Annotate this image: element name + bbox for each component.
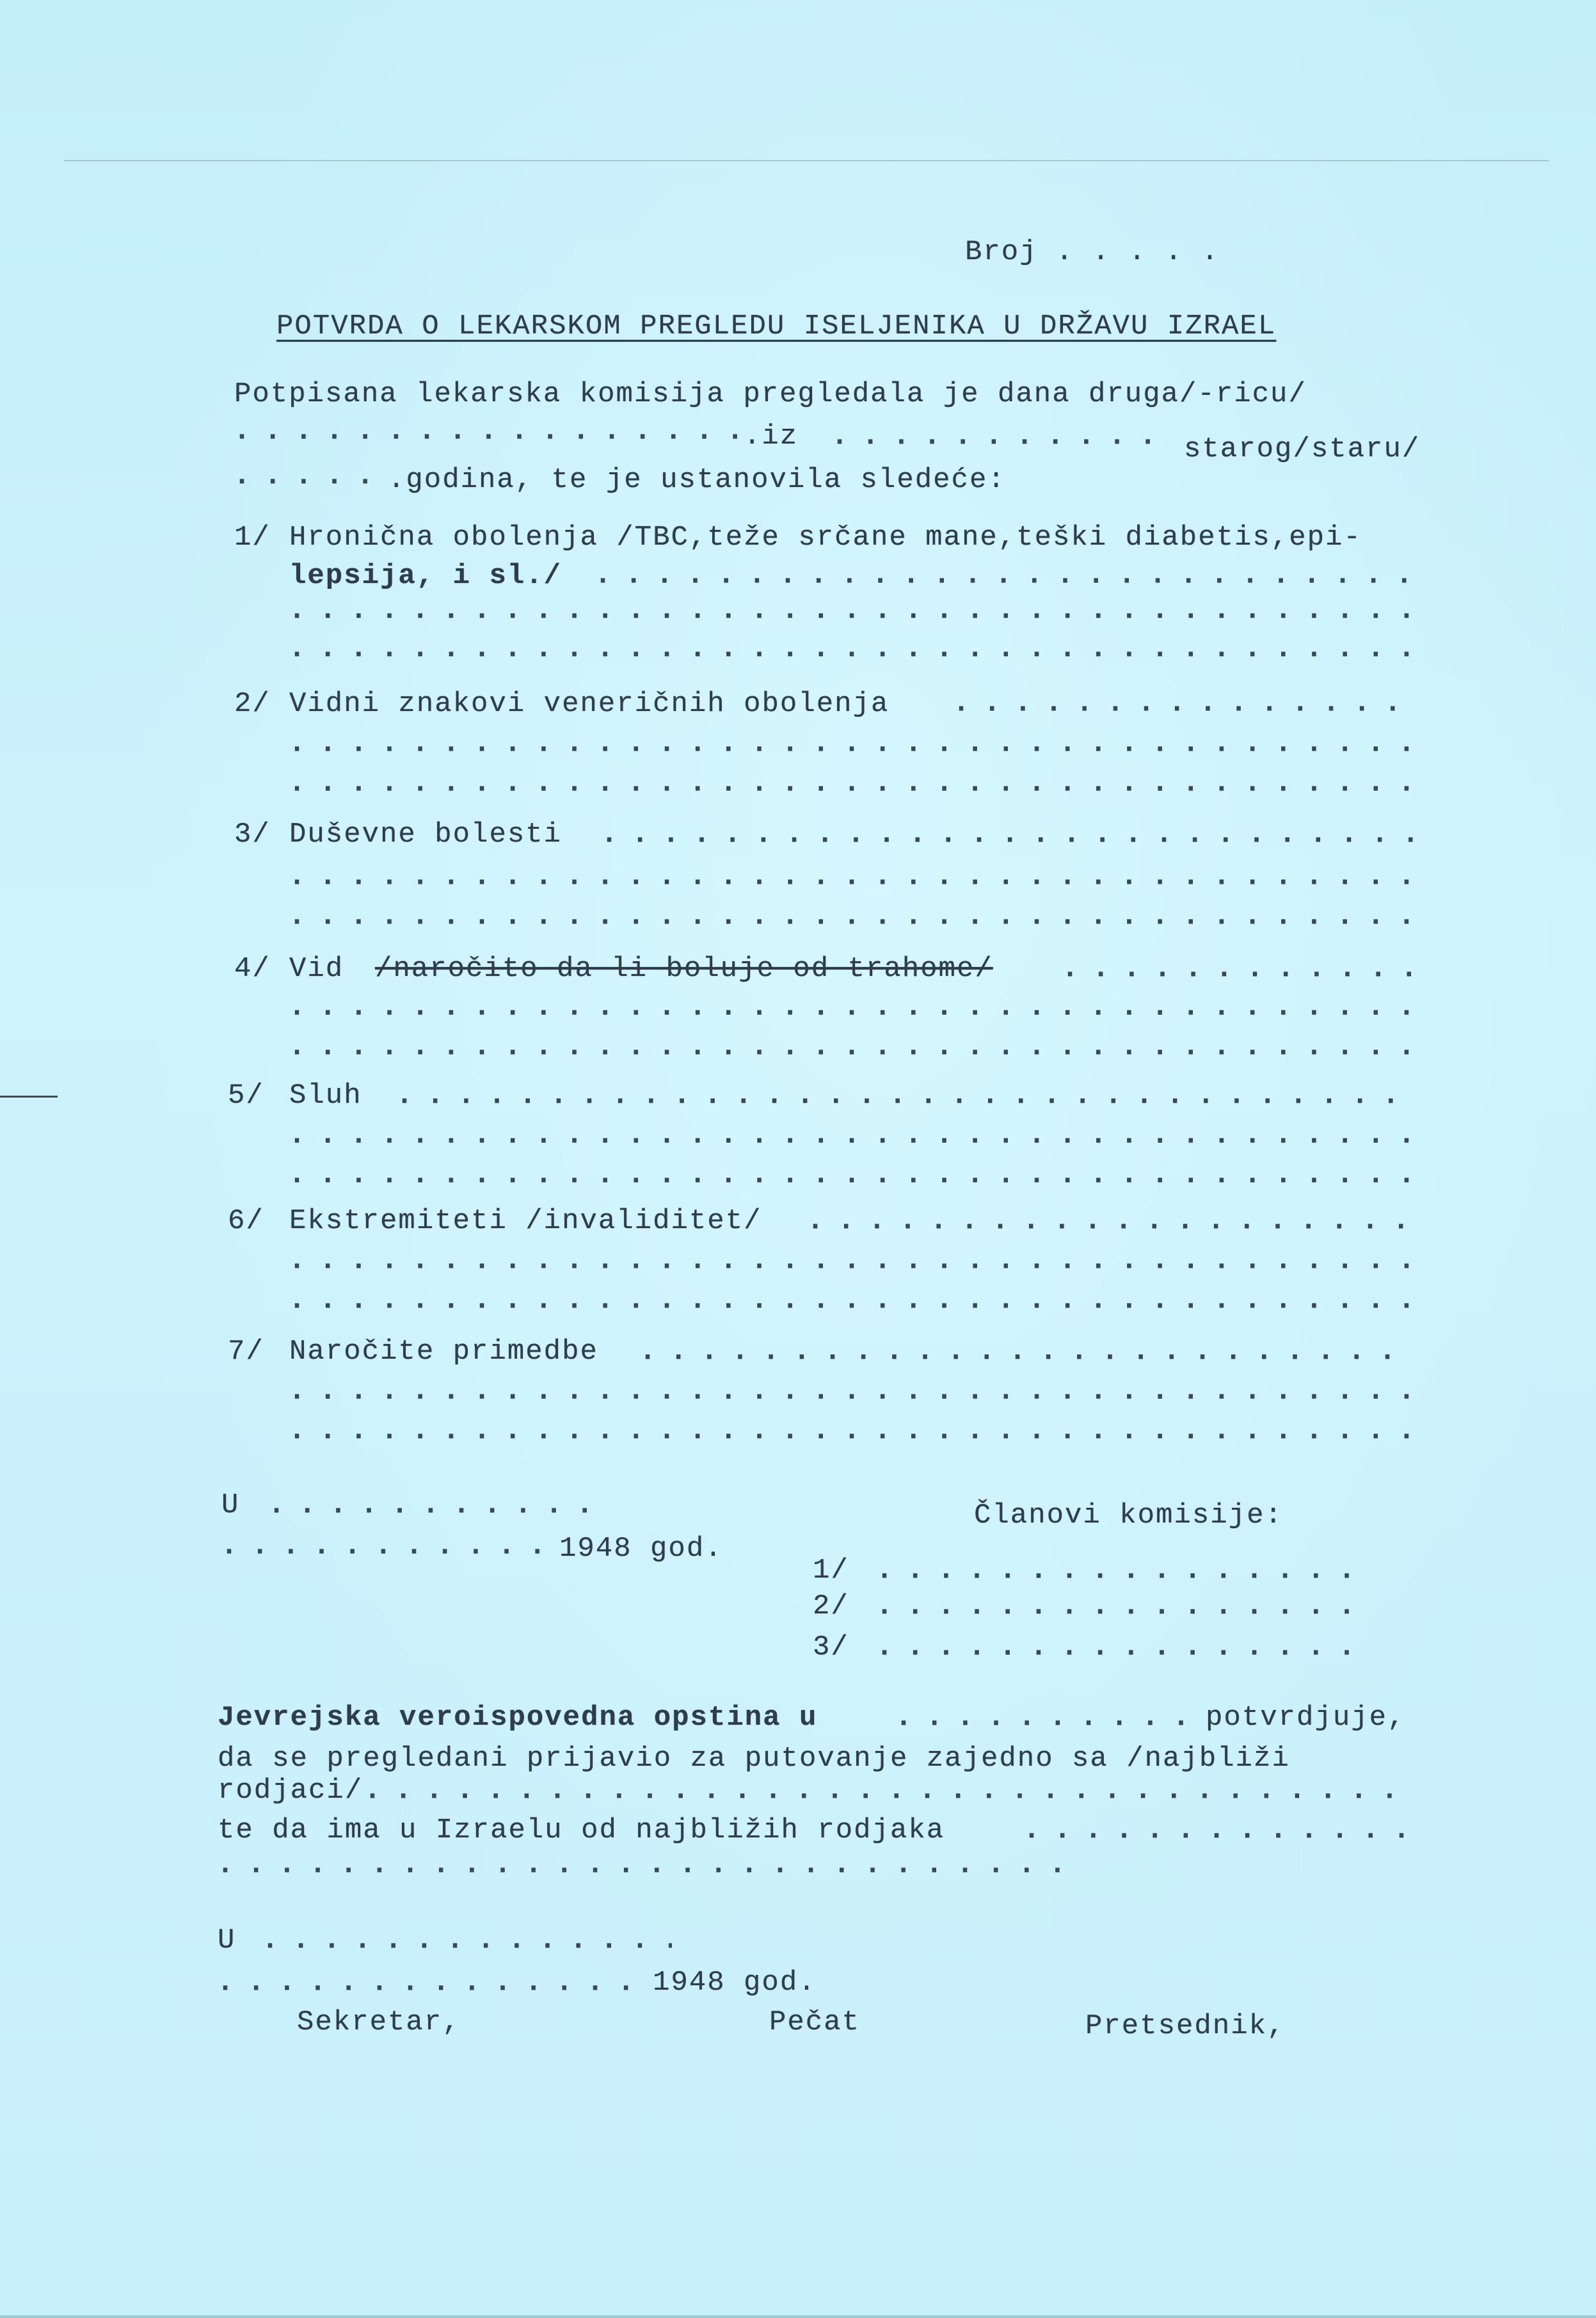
- dot-leader: [289, 1291, 1414, 1321]
- dot-leader: [289, 640, 1414, 669]
- intro-line-1: Potpisana lekarska komisija pregledala je dana druga/-ricu/: [234, 378, 1307, 410]
- community-line-1: Jevrejska veroispovedna opstina u: [218, 1702, 818, 1734]
- dot-leader: [595, 566, 1414, 596]
- item-5-text: Sluh: [289, 1080, 362, 1112]
- commission-member-3: 3/: [813, 1631, 849, 1663]
- commission-heading: Članovi komisije:: [974, 1499, 1283, 1531]
- dot-leader: [954, 694, 1414, 724]
- seal-label: Pečat: [769, 2006, 861, 2038]
- intro-line-3: .godina, te je ustanovila sledeće:: [388, 464, 1006, 496]
- dot-leader: [877, 1597, 1363, 1627]
- dot-leader: [289, 868, 1414, 897]
- item-2-text: Vidni znakovi veneričnih obolenja: [289, 688, 890, 720]
- dot-leader: [218, 1856, 1081, 1885]
- community-line-2: da se pregledani prijavio za putovanje zajedno sa /najbliži: [218, 1743, 1290, 1775]
- intro-line-2-end: starog/staru/: [1184, 433, 1421, 465]
- item-1-text: Hronična obolenja /TBC,teže srčane mane,teški diabetis,epi-: [289, 522, 1362, 554]
- dot-leader: [234, 467, 388, 497]
- dot-leader: [877, 1638, 1363, 1668]
- item-3-text: Duševne bolesti: [289, 819, 563, 851]
- dot-leader: [262, 1931, 672, 1961]
- item-6-text: Ekstremiteti /invaliditet/: [289, 1205, 762, 1237]
- item-4-number: 4/: [234, 953, 271, 985]
- item-4-struck-text: /naročito da li boluje od trahome/: [375, 953, 993, 985]
- document-number: Broj . . . . .: [965, 236, 1220, 268]
- community-line-1-end: potvrdjuje,: [1206, 1702, 1406, 1734]
- dot-leader: [269, 1496, 589, 1526]
- place-label-2: U: [218, 1924, 236, 1956]
- community-line-4: te da ima u Izraelu od najbližih rodjaka: [218, 1814, 945, 1846]
- item-4-text: Vid: [289, 953, 344, 985]
- intro-line-2-iz: .iz: [744, 420, 799, 452]
- item-3-number: 3/: [234, 819, 271, 851]
- dot-leader: [289, 1166, 1414, 1195]
- dot-leader: [289, 1252, 1414, 1281]
- dot-leader: [602, 826, 1414, 855]
- fold-line: [64, 160, 1549, 161]
- place-label-1: U: [221, 1489, 240, 1521]
- document-title: POTVRDA O LEKARSKOM PREGLEDU ISELJENIKA U DRŽAVU IZRAEL: [276, 310, 1277, 342]
- year-2: 1948 god.: [653, 1967, 817, 1999]
- item-1-continuation: lepsija, i sl./: [289, 560, 563, 592]
- dot-leader: [289, 735, 1414, 764]
- dot-leader: [832, 428, 1152, 457]
- dot-leader: [1062, 960, 1414, 989]
- dot-leader: [221, 1537, 554, 1567]
- dot-leader: [877, 1562, 1363, 1591]
- president-label: Pretsednik,: [1085, 2010, 1286, 2042]
- dot-leader: [289, 998, 1414, 1028]
- community-line-3: rodjaci/: [218, 1775, 363, 1807]
- dot-leader: [896, 1709, 1190, 1738]
- year-1: 1948 god.: [559, 1533, 723, 1565]
- item-1-number: 1/: [234, 522, 271, 554]
- dot-leader: [234, 422, 746, 452]
- dot-leader: [640, 1343, 1414, 1372]
- dot-leader: [289, 774, 1414, 804]
- dot-leader: [365, 1782, 1414, 1811]
- commission-member-2: 2/: [813, 1590, 849, 1622]
- dot-leader: [289, 1038, 1414, 1067]
- item-6-number: 6/: [228, 1205, 264, 1237]
- item-7-text: Naročite primedbe: [289, 1336, 598, 1368]
- dot-leader: [289, 602, 1414, 631]
- dot-leader: [289, 1422, 1414, 1451]
- item-5-number: 5/: [228, 1080, 264, 1112]
- dot-leader: [289, 1126, 1414, 1156]
- item-7-number: 7/: [228, 1336, 264, 1368]
- secretary-label: Sekretar,: [297, 2006, 461, 2038]
- item-2-number: 2/: [234, 688, 271, 720]
- dot-leader: [397, 1087, 1414, 1116]
- dot-leader: [1024, 1821, 1414, 1851]
- dot-leader: [289, 907, 1414, 937]
- dot-leader: [218, 1974, 653, 2003]
- commission-member-1: 1/: [813, 1555, 849, 1587]
- dot-leader: [808, 1212, 1414, 1242]
- edge-mark: [0, 1096, 58, 1098]
- dot-leader: [289, 1382, 1414, 1412]
